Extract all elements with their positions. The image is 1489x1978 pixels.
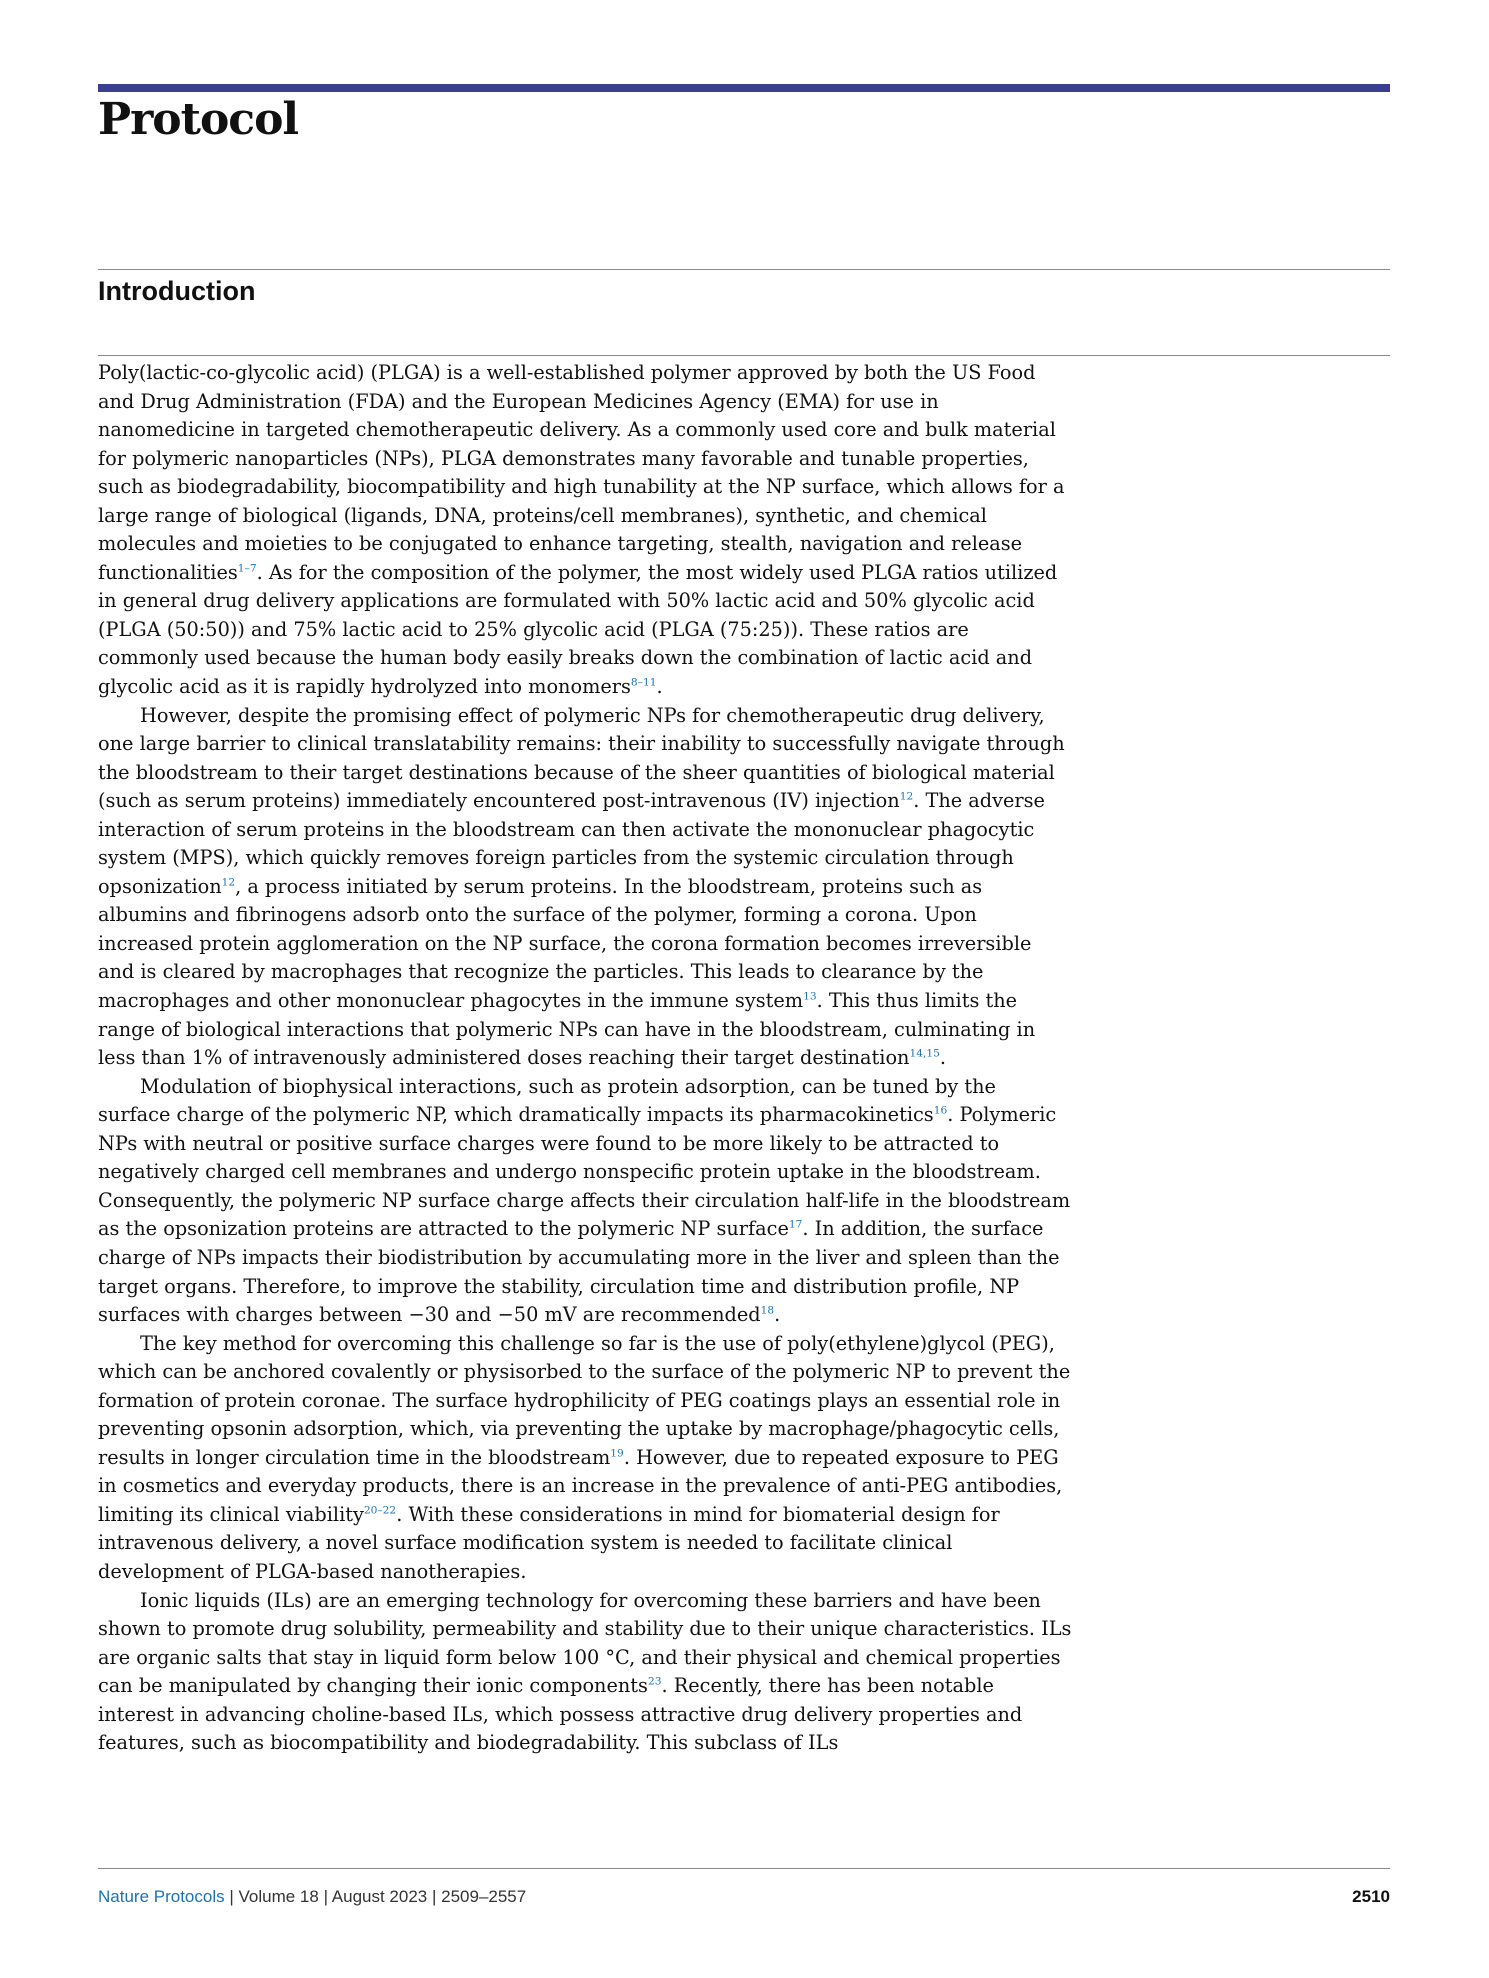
paragraph-2: However, despite the promising effect of polymeric NPs for chemotherapeutic drug delivery, one large barrier to clinical translatability remains: their inability to successfully navigate through the bloodstream to their target destinations because of the sheer quantities of biological material (such as serum proteins) immediately encountered post-intravenous (IV) injection$^{12}$. The adverse interaction of serum proteins in the bloodstream can then activate the mononuclear phagocytic system (MPS), which quickly removes foreign particles from the systemic circulation through opsonization$^{12}$, a process initiated by serum proteins. In the bloodstream, proteins such as albumins and fibrinogens adsorb onto the surface of the polymer, forming a corona. Upon increased protein agglomeration on the NP surface, the corona formation becomes irreversible and is cleared by macrophages that recognize the particles. This leads to clearance by the macrophages and other mononuclear phagocytes in the immune system$^{13}$. This thus limits the range of biological interactions that polymeric NPs can have in the bloodstream, culminating in less than 1% of intravenously administered doses reaching their target destination$^{14,15}$. xyxy=(98,703,1065,1070)
divider-footer xyxy=(98,1868,1390,1869)
page-number: 2510 xyxy=(1352,1887,1390,1906)
citation-link[interactable]: 12 xyxy=(221,875,236,889)
divider-heading xyxy=(98,355,1390,356)
citation-link[interactable]: 16 xyxy=(933,1103,948,1117)
volume: Volume 18 xyxy=(238,1887,319,1906)
paragraph-3: Modulation of biophysical interactions, such as protein adsorption, can be tuned by the surface charge of the polymeric NP, which dramatically impacts its pharmacokinetics$^{16}$. Polymeric NPs with neutral or positive surface charges were found to be more likely to be attracted to negatively charged cell membranes and undergo nonspecific protein uptake in the bloodstream. Consequently, the polymeric NP surface charge affects their circulation half-life in the bloodstream as the opsonization proteins are attracted to the polymeric NP surface$^{17}$. In addition, the surface charge of NPs impacts their biodistribution by accumulating more in the liver and spleen than the target organs. Therefore, to improve the stability, circulation time and distribution profile, NP surfaces with charges between −30 and −50 mV are recommended$^{18}$. xyxy=(98,1074,1071,1327)
divider-top xyxy=(98,269,1390,270)
citation-link[interactable]: 20–22 xyxy=(363,1503,397,1517)
paragraph-4: The key method for overcoming this challenge so far is the use of poly(ethylene)glycol (PEG), which can be anchored covalently or physisorbed to the surface of the polymeric NP to prevent the formation of protein coronae. The surface hydrophilicity of PEG coatings plays an essential role in preventing opsonin adsorption, which, via preventing the uptake by macrophage/phagocytic cells, results in longer circulation time in the bloodstream$^{19}$. However, due to repeated exposure to PEG in cosmetics and everyday products, there is an increase in the prevalence of anti-PEG antibodies, limiting its clinical viability$^{20-22}$. With these considerations in mind for biomaterial design for intravenous delivery, a novel surface modification system is needed to facilitate clinical development of PLGA-based nanotherapies. xyxy=(98,1331,1071,1583)
citation-link[interactable]: 8–11 xyxy=(630,675,657,689)
page-range: 2509–2557 xyxy=(441,1887,527,1906)
article-body xyxy=(98,359,1073,1758)
section-label: Protocol xyxy=(98,94,299,145)
header-accent-bar xyxy=(98,84,1390,92)
citation-link[interactable]: 23 xyxy=(647,1674,662,1688)
citation-link[interactable]: 12 xyxy=(899,789,914,803)
paragraph-5: Ionic liquids (ILs) are an emerging technology for overcoming these barriers and have been shown to promote drug solubility, permeability and stability due to their unique characteristics. ILs are organic salts that stay in liquid form below 100 °C, and their physical and chemical properties can be manipulated by changing their ionic components$^{23}$. Recently, there has been notable interest in advancing choline-based ILs, which possess attractive drug delivery properties and features, such as biocompatibility and biodegradability. This subclass of ILs xyxy=(98,1588,1072,1755)
citation-link[interactable]: 1–7 xyxy=(237,561,257,575)
citation-link[interactable]: 19 xyxy=(610,1446,624,1460)
citation-link[interactable]: 14,15 xyxy=(909,1046,940,1060)
journal-name-link[interactable]: Nature Protocols xyxy=(98,1887,225,1906)
section-heading: Introduction xyxy=(98,276,256,306)
paragraph-1: Poly(lactic-co-glycolic acid) (PLGA) is a well-established polymer approved by both the US Food and Drug Administration (FDA) and the European Medicines Agency (EMA) for use in nanomedicine in targeted chemotherapeutic delivery. As a commonly used core and bulk material for polymeric nanoparticles (NPs), PLGA demonstrates many favorable and tunable properties, such as biodegradability, biocompatibility and high tunability at the NP surface, which allows for a large range of biological (ligands, DNA, proteins/cell membranes), synthetic, and chemical molecules and moieties to be conjugated to enhance targeting, stealth, navigation and release functionalities$^{1-7}$. As for the composition of the polymer, the most widely used PLGA ratios utilized in general drug delivery applications are formulated with 50% lactic acid and 50% glycolic acid (PLGA (50:50)) and 75% lactic acid to 25% glycolic acid (PLGA (75:25)). These ratios are commonly used because the human body easily breaks down the combination of lactic acid and glycolic acid as it is rapidly hydrolyzed into monomers$^{8-11}$. xyxy=(98,361,1065,699)
citation-link[interactable]: 13 xyxy=(803,989,817,1003)
footer-citation: Nature Protocols | Volume 18 | August 2023 | 2509–2557 xyxy=(98,1887,527,1906)
citation-link[interactable]: 17 xyxy=(788,1217,803,1231)
issue-date: August 2023 xyxy=(331,1887,428,1906)
citation-link[interactable]: 18 xyxy=(760,1303,775,1317)
